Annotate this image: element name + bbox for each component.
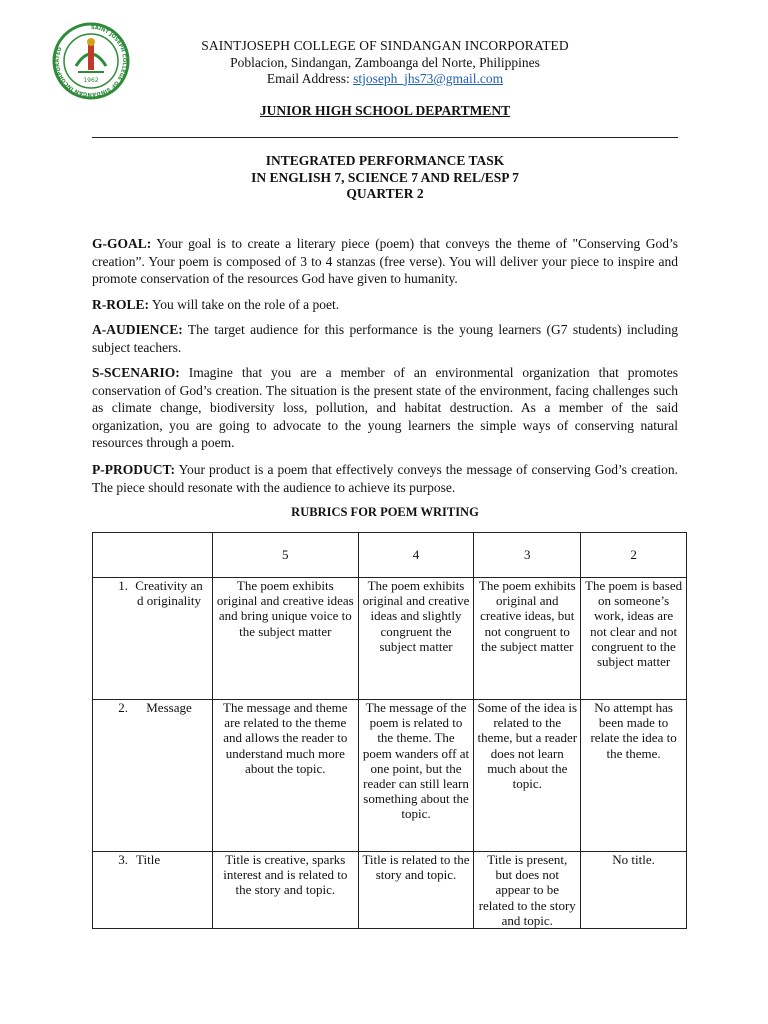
rubric-cell: The poem exhibits original and creative ideas and bring unique voice to the subject matter xyxy=(212,578,358,700)
rubric-cell: The poem exhibits original and creative ideas, but not congruent to the subject matter xyxy=(474,578,581,700)
goal-section xyxy=(92,235,678,288)
header-cell-3: 3 xyxy=(474,533,581,578)
criterion-cell xyxy=(93,578,213,700)
school-logo xyxy=(52,22,130,100)
header-cell-4: 4 xyxy=(358,533,474,578)
product-section xyxy=(92,461,678,496)
rubric-cell: The poem is based on someone’s work, ideas are not clear and not congruent to the subject matter xyxy=(581,578,687,700)
scenario-section xyxy=(92,364,678,452)
school-name: SAINTJOSEPH COLLEGE OF SINDANGAN INCORPORATED xyxy=(201,38,569,53)
goal-text: Your goal is to create a literary piece (poem) that conveys the theme of "Conserving God’s creation”. Your poem is composed of 3 to 4 stanzas (free verse). You will deliver your piece to inspire and promote conservation of the resources God have given to humanity. xyxy=(92,236,678,286)
product-text: Your product is a poem that effectively conveys the message of conserving God’s creation. The piece should resonate with the audience to achieve its purpose. xyxy=(92,462,678,495)
table-row xyxy=(93,852,687,929)
goal-label: G-GOAL: xyxy=(92,236,152,251)
scenario-text: Imagine that you are a member of an environmental organization that promotes conservation of God’s creation. The situation is the present state of the environment, facing challenges such as climate change, biodiversity loss, pollution, and habitat destruction. As a member of the said organization, you are going to advocate to the young learners the simple ways of conserving natural resources through a poem. xyxy=(92,365,678,450)
rubric-cell: The message and theme are related to the theme and allows the reader to understand much more about the topic. xyxy=(212,700,358,852)
audience-section xyxy=(92,321,678,356)
rubric-cell: No title. xyxy=(581,852,687,929)
criterion-number: 3. xyxy=(118,852,128,867)
logo-year: 1962 xyxy=(83,77,99,84)
rubric-title: RUBRICS FOR POEM WRITING xyxy=(291,505,479,519)
audience-label: A-AUDIENCE: xyxy=(92,322,183,337)
criterion-number: 1. xyxy=(118,578,128,593)
product-label: P-PRODUCT: xyxy=(92,462,175,477)
table-row xyxy=(93,578,687,700)
task-title xyxy=(92,153,678,203)
criterion-label: Creativity and originality xyxy=(135,578,203,609)
rubric-cell: Some of the idea is related to the theme, but a reader does not learn much about the topic. xyxy=(474,700,581,852)
rubric-cell: The message of the poem is related to the theme. The poem wanders off at one point, but the reader can still learn something about the topic. xyxy=(358,700,474,852)
rubric-cell: Title is related to the story and topic. xyxy=(358,852,474,929)
school-address: Poblacion, Sindangan, Zamboanga del Norte, Philippines xyxy=(230,54,540,70)
criterion-label: Message xyxy=(146,700,192,715)
role-label: R-ROLE: xyxy=(92,297,149,312)
criterion-cell xyxy=(93,700,213,852)
scenario-label: S-SCENARIO: xyxy=(92,365,180,380)
role-section xyxy=(92,296,678,314)
rubric-table xyxy=(92,532,687,929)
task-title-line-1: INTEGRATED PERFORMANCE TASK xyxy=(265,153,505,168)
role-text: You will take on the role of a poet. xyxy=(149,297,340,312)
department-title: JUNIOR HIGH SCHOOL DEPARTMENT xyxy=(259,103,511,118)
email-link[interactable]: stjoseph_jhs73@gmail.com xyxy=(353,71,504,86)
email-label: Email Address: xyxy=(266,71,354,86)
criterion-cell xyxy=(93,852,213,929)
header-divider xyxy=(92,137,678,138)
table-row xyxy=(93,700,687,852)
audience-text: The target audience for this performance is the young learners (G7 students) including subject teachers. xyxy=(92,322,678,355)
criterion-number: 2. xyxy=(118,700,128,715)
rubric-cell: The poem exhibits original and creative ideas and slightly congruent the subject matter xyxy=(358,578,474,700)
header-cell-blank xyxy=(93,533,213,578)
email-line xyxy=(140,71,630,88)
rubric-cell: Title is creative, sparks interest and is related to the story and topic. xyxy=(212,852,358,929)
criterion-label: Title xyxy=(136,852,161,867)
task-title-line-3: QUARTER 2 xyxy=(346,186,424,201)
header-cell-5: 5 xyxy=(212,533,358,578)
rubric-cell: No attempt has been made to relate the idea to the theme. xyxy=(581,700,687,852)
letterhead xyxy=(140,38,630,88)
rubric-cell: Title is present, but does not appear to be related to the story and topic. xyxy=(474,852,581,929)
rubric-header-row xyxy=(93,533,687,578)
logo-ring-text: SAINT JOSEPH COLLEGE OF SINDANGAN INCORPORATED xyxy=(54,24,128,98)
task-title-line-2: IN ENGLISH 7, SCIENCE 7 AND REL/ESP 7 xyxy=(251,169,519,185)
header-cell-2: 2 xyxy=(581,533,687,578)
